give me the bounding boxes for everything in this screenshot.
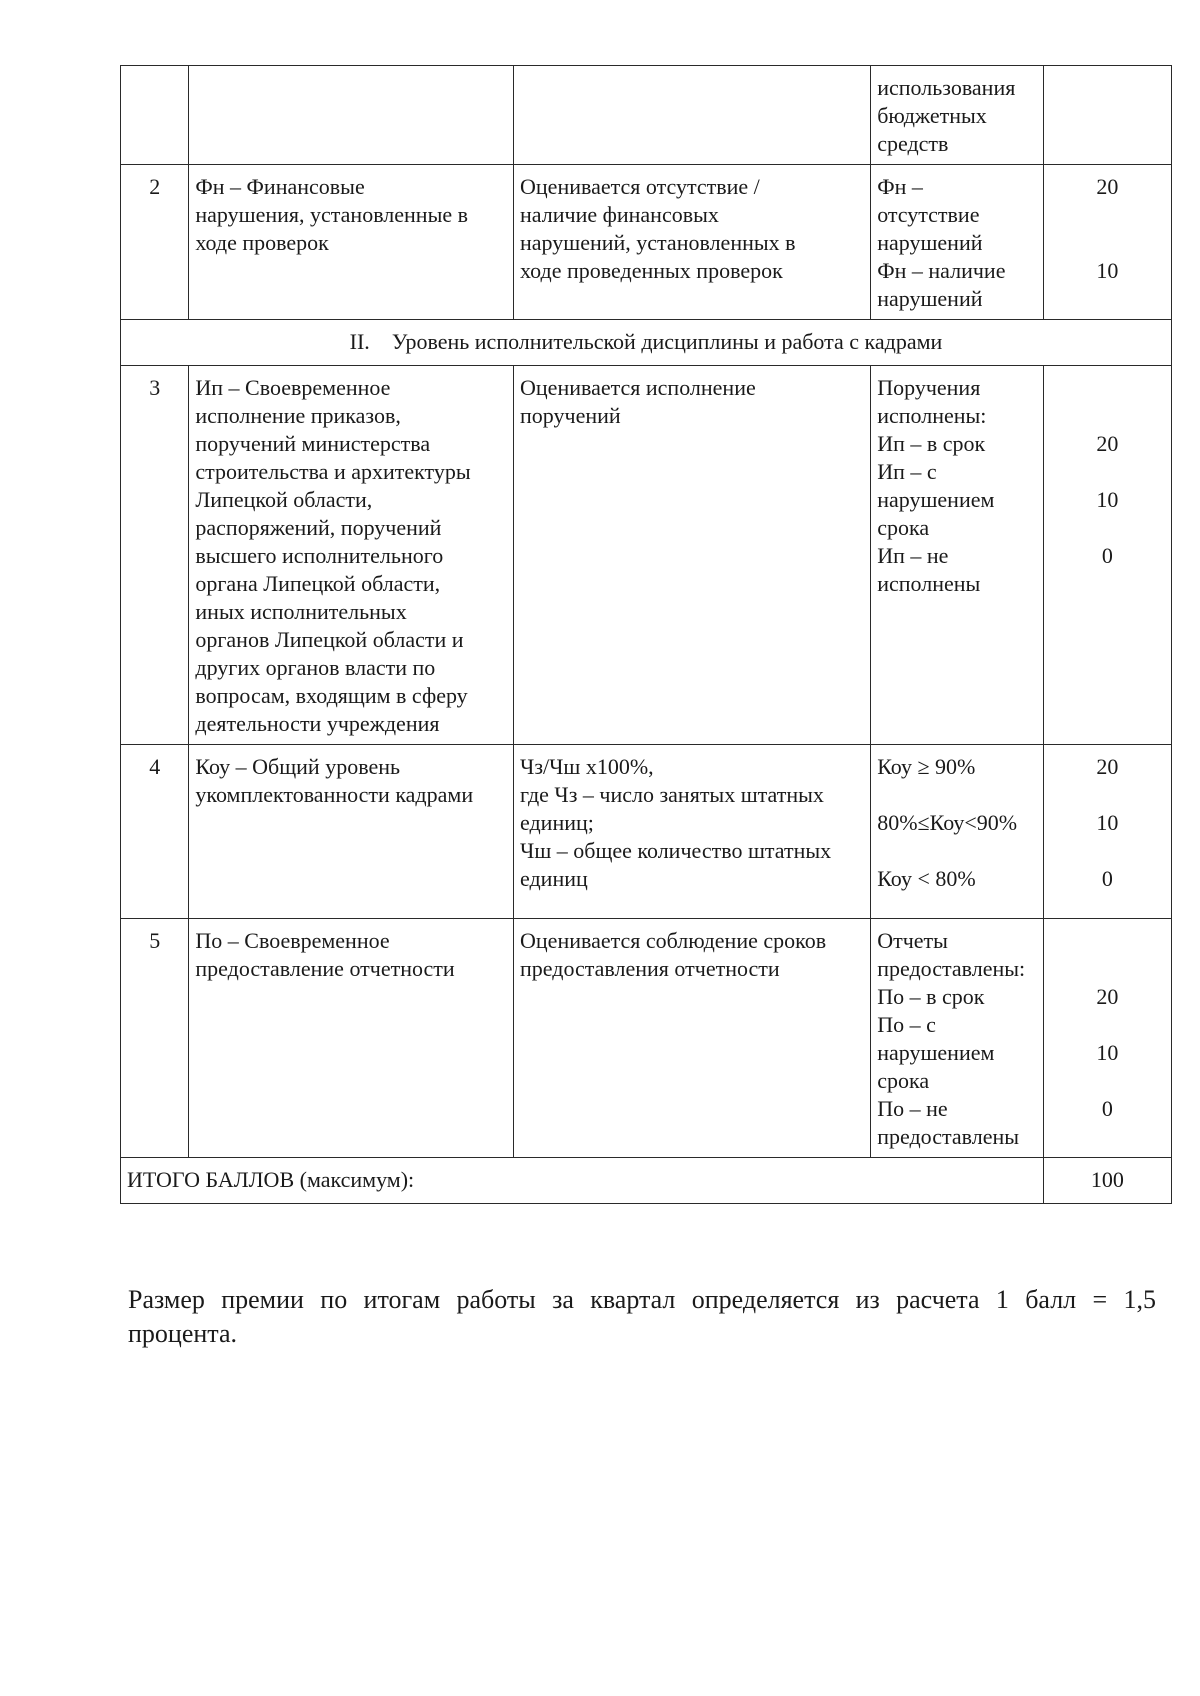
cell-line: нарушений, установленных в xyxy=(520,230,796,255)
cell-line: исполнены xyxy=(877,571,981,596)
total-row xyxy=(121,1158,1172,1204)
cell-line: Поручения xyxy=(877,375,981,400)
points-cell xyxy=(1043,366,1171,745)
cell-line: По – не xyxy=(877,1096,948,1121)
indicator-cell xyxy=(871,919,1044,1158)
cell-line xyxy=(1050,402,1165,430)
cell-line: использования xyxy=(877,75,1016,100)
cell-line: Ип – в срок xyxy=(877,431,986,456)
cell-line: Ип – не xyxy=(877,543,949,568)
cell-points xyxy=(1043,66,1171,165)
total-label: ИТОГО БАЛЛОВ (максимум): xyxy=(121,1158,1044,1204)
cell-line xyxy=(1050,229,1165,257)
cell-line: поручений министерства xyxy=(195,431,431,456)
cell-line: ходе проведенных проверок xyxy=(520,258,783,283)
cell-line xyxy=(877,781,1037,809)
cell-line: нарушения, установленные в xyxy=(195,202,469,227)
cell-line: бюджетных xyxy=(877,103,987,128)
cell-line: Липецкой области, xyxy=(195,487,373,512)
cell-line xyxy=(877,837,1037,865)
cell-line: 10 xyxy=(1096,810,1119,835)
table-row-continuation xyxy=(121,66,1172,165)
indicator-cell xyxy=(871,745,1044,919)
cell-line: Чз/Чш х100%, xyxy=(520,754,654,779)
points-cell xyxy=(1043,919,1171,1158)
cell-line: единиц; xyxy=(520,810,594,835)
cell-line: Фн – наличие xyxy=(877,258,1006,283)
cell-method xyxy=(514,66,871,165)
total-value: 100 xyxy=(1043,1158,1171,1204)
cell-line: строительства и архитектуры xyxy=(195,459,471,484)
cell-line: отсутствие xyxy=(877,202,980,227)
section-title-text: Уровень исполнительской дисциплины и работа с кадрами xyxy=(391,329,943,354)
points-cell xyxy=(1043,745,1171,919)
bonus-note-line-2: процента. xyxy=(128,1319,238,1348)
cell-line: 20 xyxy=(1096,174,1119,199)
cell-line: нарушением xyxy=(877,487,995,512)
criterion-cell xyxy=(189,745,514,919)
cell-line xyxy=(1050,837,1165,865)
row-number: 4 xyxy=(121,745,189,919)
cell-num xyxy=(121,66,189,165)
cell-line: 20 xyxy=(1096,431,1119,456)
section-roman-numeral: II. xyxy=(349,329,370,354)
cell-line: деятельности учреждения xyxy=(195,711,440,736)
cell-line: Коу < 80% xyxy=(877,866,976,891)
cell-line xyxy=(1050,458,1165,486)
cell-line: 0 xyxy=(1101,1096,1113,1121)
cell-line: Коу ≥ 90% xyxy=(877,754,976,779)
cell-line: нарушений xyxy=(877,230,983,255)
cell-line: поручений xyxy=(520,403,621,428)
cell-line: Фн – xyxy=(877,174,923,199)
cell-line xyxy=(1050,927,1165,955)
row-number: 3 xyxy=(121,366,189,745)
cell-line: Оценивается исполнение xyxy=(520,375,756,400)
criterion-cell xyxy=(189,919,514,1158)
cell-line xyxy=(1050,955,1165,983)
cell-line: органа Липецкой области, xyxy=(195,571,441,596)
cell-line: 80%≤Коу<90% xyxy=(877,810,1018,835)
table-row-2 xyxy=(121,165,1172,320)
cell-line: Чш – общее количество штатных xyxy=(520,838,832,863)
criteria-table xyxy=(120,65,1172,1204)
cell-line: где Чз – число занятых штатных xyxy=(520,782,824,807)
cell-line: По – Своевременное xyxy=(195,928,390,953)
cell-line xyxy=(1050,374,1165,402)
cell-line: высшего исполнительного xyxy=(195,543,444,568)
cell-line xyxy=(1050,1067,1165,1095)
cell-line: Ип – Своевременное xyxy=(195,375,391,400)
method-cell xyxy=(514,745,871,919)
cell-line: единиц xyxy=(520,866,588,891)
table-row-5 xyxy=(121,919,1172,1158)
cell-line: срока xyxy=(877,515,930,540)
cell-line: предоставления отчетности xyxy=(520,956,780,981)
cell-line: По – с xyxy=(877,1012,936,1037)
method-cell xyxy=(514,165,871,320)
cell-line: исполнены: xyxy=(877,403,987,428)
cell-line: иных исполнительных xyxy=(195,599,407,624)
table-row-3 xyxy=(121,366,1172,745)
cell-line: ходе проверок xyxy=(195,230,329,255)
row-number: 5 xyxy=(121,919,189,1158)
criterion-cell xyxy=(189,165,514,320)
cell-line: 10 xyxy=(1096,1040,1119,1065)
bonus-note-paragraph xyxy=(128,1283,1156,1351)
criterion-cell xyxy=(189,366,514,745)
cell-line: наличие финансовых xyxy=(520,202,719,227)
points-cell xyxy=(1043,165,1171,320)
row-number: 2 xyxy=(121,165,189,320)
cell-indicator xyxy=(871,66,1044,165)
cell-line: исполнение приказов, xyxy=(195,403,401,428)
cell-line: 20 xyxy=(1096,984,1119,1009)
cell-line: срока xyxy=(877,1068,930,1093)
cell-criterion xyxy=(189,66,514,165)
bonus-note-line-1: Размер премии по итогам работы за квартал определяется из расчета 1 балл = 1,5 xyxy=(128,1285,1156,1314)
cell-line xyxy=(1050,514,1165,542)
cell-line: предоставлены xyxy=(877,1124,1020,1149)
cell-line: 0 xyxy=(1101,543,1113,568)
cell-line: других органов власти по xyxy=(195,655,436,680)
section-title xyxy=(121,320,1172,366)
cell-line: нарушений xyxy=(877,286,983,311)
cell-line: По – в срок xyxy=(877,984,985,1009)
table-row-4 xyxy=(121,745,1172,919)
cell-line: 10 xyxy=(1096,258,1119,283)
cell-line: предоставление отчетности xyxy=(195,956,455,981)
cell-line: Отчеты xyxy=(877,928,948,953)
cell-line: 10 xyxy=(1096,487,1119,512)
section-heading-row xyxy=(121,320,1172,366)
indicator-cell xyxy=(871,366,1044,745)
cell-line: Коу – Общий уровень xyxy=(195,754,401,779)
cell-line: органов Липецкой области и xyxy=(195,627,464,652)
indicator-cell xyxy=(871,165,1044,320)
cell-line: Ип – с xyxy=(877,459,937,484)
method-cell xyxy=(514,919,871,1158)
cell-line xyxy=(1050,201,1165,229)
cell-line: вопросам, входящим в сферу xyxy=(195,683,468,708)
cell-line: Фн – Финансовые xyxy=(195,174,365,199)
cell-line: распоряжений, поручений xyxy=(195,515,442,540)
cell-line: средств xyxy=(877,131,949,156)
cell-line: нарушением xyxy=(877,1040,995,1065)
cell-line: Оценивается отсутствие / xyxy=(520,174,760,199)
method-cell xyxy=(514,366,871,745)
cell-line: предоставлены: xyxy=(877,956,1026,981)
cell-line xyxy=(1050,1011,1165,1039)
cell-line: Оценивается соблюдение сроков xyxy=(520,928,827,953)
cell-line xyxy=(1050,781,1165,809)
cell-line: укомплектованности кадрами xyxy=(195,782,474,807)
cell-line: 0 xyxy=(1101,866,1113,891)
cell-line: 20 xyxy=(1096,754,1119,779)
